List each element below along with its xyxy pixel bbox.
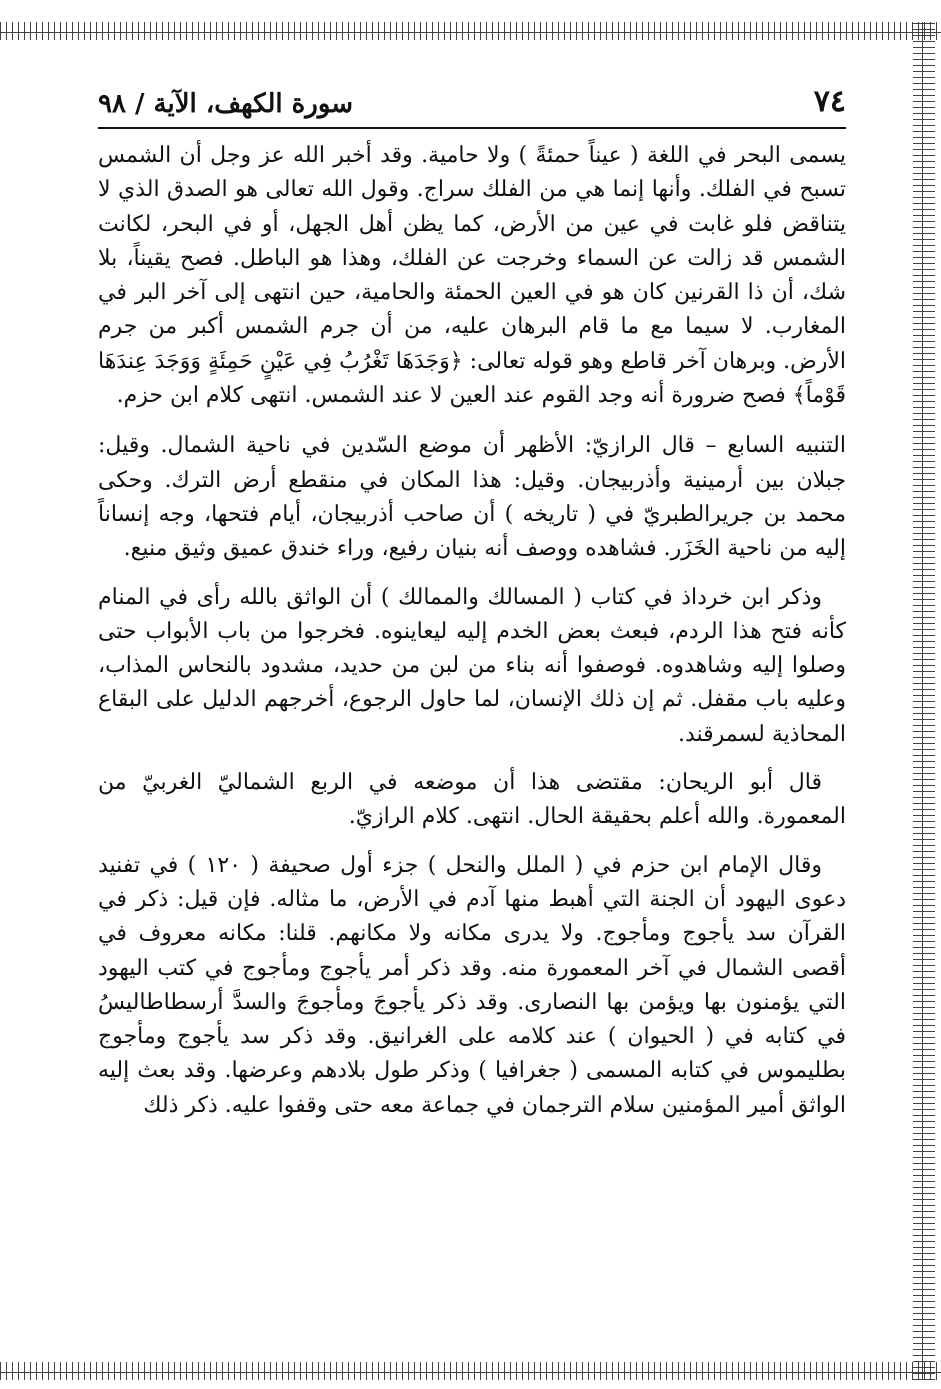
body-text (98, 139, 846, 1123)
running-title: سورة الكهف، الآية / ٩٨ (98, 89, 354, 119)
paragraph: وذكر ابن خرداذ في كتاب ( المسالك والممالك ) أن الواثق بالله رأى في المنام كأنه فتح هذا الردم، فبعث بعض الخدم إليه ليعاينوه. فخرجوا من باب الأبواب حتى وصلوا إليه وشاهدوه. فوصفوا أنه بناء من لبن من حديد، مشدود بالنحاس المذاب، وعليه باب مقفل. ثم إن ذلك الإنسان، لما حاول الرجوع، أخرجهم الدليل على البقاع المحاذية لسمرقند. (98, 584, 846, 747)
right-ornamental-border (913, 22, 935, 1380)
paragraph: يسمى البحر في اللغة ( عيناً حمئةً ) ولا حامية. وقد أخبر الله عز وجل أن الشمس تسبح في الفلك. وأنها إنما هي من الفلك سراج. وقول الله تعالى هو الصدق الذي لا يتناقض فلو غابت في عين من الأرض، كما يظن أهل الجهل، أو في البحر، لكانت الشمس قد زالت عن السماء وخرجت عن الفلك، وهذا هو الباطل. فصح يقيناً، بلا شك، أن ذا القرنين كان هو في العين الحمئة والحامية، حين انتهى إلى آخر البر في المغارب. لا سيما مع ما قام البرهان عليه، من أن جرم الشمس أكبر من جرم الأرض. وبرهان آخر قاطع وهو قوله تعالى: ﴿وَجَدَهَا تَغْرُبُ فِي عَيْنٍ حَمِئَةٍ وَوَجَدَ عِندَهَا قَوْماً﴾ فصح ضرورة أنه وجد القوم عند العين لا عند الشمس. انتهى كلام ابن حزم. (98, 143, 846, 409)
bottom-ornamental-border (0, 1362, 941, 1380)
paragraph: وقال الإمام ابن حزم في ( الملل والنحل ) جزء أول صحيفة ( ١٢٠ ) في تفنيد دعوى اليهود أن الجنة التي أهبط منها آدم في الأرض، ما مثاله. فإن قيل: ذكر في القرآن سد يأجوج ومأجوج. ولا يدرى مكانه ولا مكانهم. قلنا: مكانه معروف في أقصى الشمال في آخر المعمورة منه. وقد ذكر أمر يأجوج ومأجوج في كتب اليهود التي يؤمنون بها ويؤمن بها النصارى. وقد ذكر يأجوجَ ومأجوجَ والسدَّ أرسطاطاليسُ في كتابه في ( الحيوان ) عند كلامه على الغرانيق. وقد ذكر سد يأجوج ومأجوج بطليموس في كتابه المسمى ( جغرافيا ) وذكر طول بلادهم وعرضها. وقد بعث إليه الواثق أمير المؤمنين سلام الترجمان في جماعة معه حتى وقفوا عليه. ذكر ذلك (98, 852, 846, 1118)
paragraph: قال أبو الريحان: مقتضى هذا أن موضعه في الربع الشماليّ الغربيّ من المعمورة. والله أعلم بحقيقة الحال. انتهى. كلام الرازيّ. (98, 770, 846, 830)
paragraph: التنبيه السابع – قال الرازيّ: الأظهر أن موضع السّدين في ناحية الشمال. وقيل: جبلان بين أرمينية وأذربيجان. وقيل: هذا المكان في منقطع أرض الترك. وحكى محمد بن جريرالطبريّ في ( تاريخه ) أن صاحب أذربيجان، أيام فتحها، وجه إنساناً إليه من ناحية الخَزَر. فشاهده ووصف أنه بنيان رفيع، وراء خندق عميق وثيق منيع. (98, 433, 846, 562)
page-header (98, 75, 846, 129)
top-ornamental-border (0, 22, 941, 40)
page-number: ٧٤ (813, 84, 846, 119)
book-page (98, 75, 846, 1355)
